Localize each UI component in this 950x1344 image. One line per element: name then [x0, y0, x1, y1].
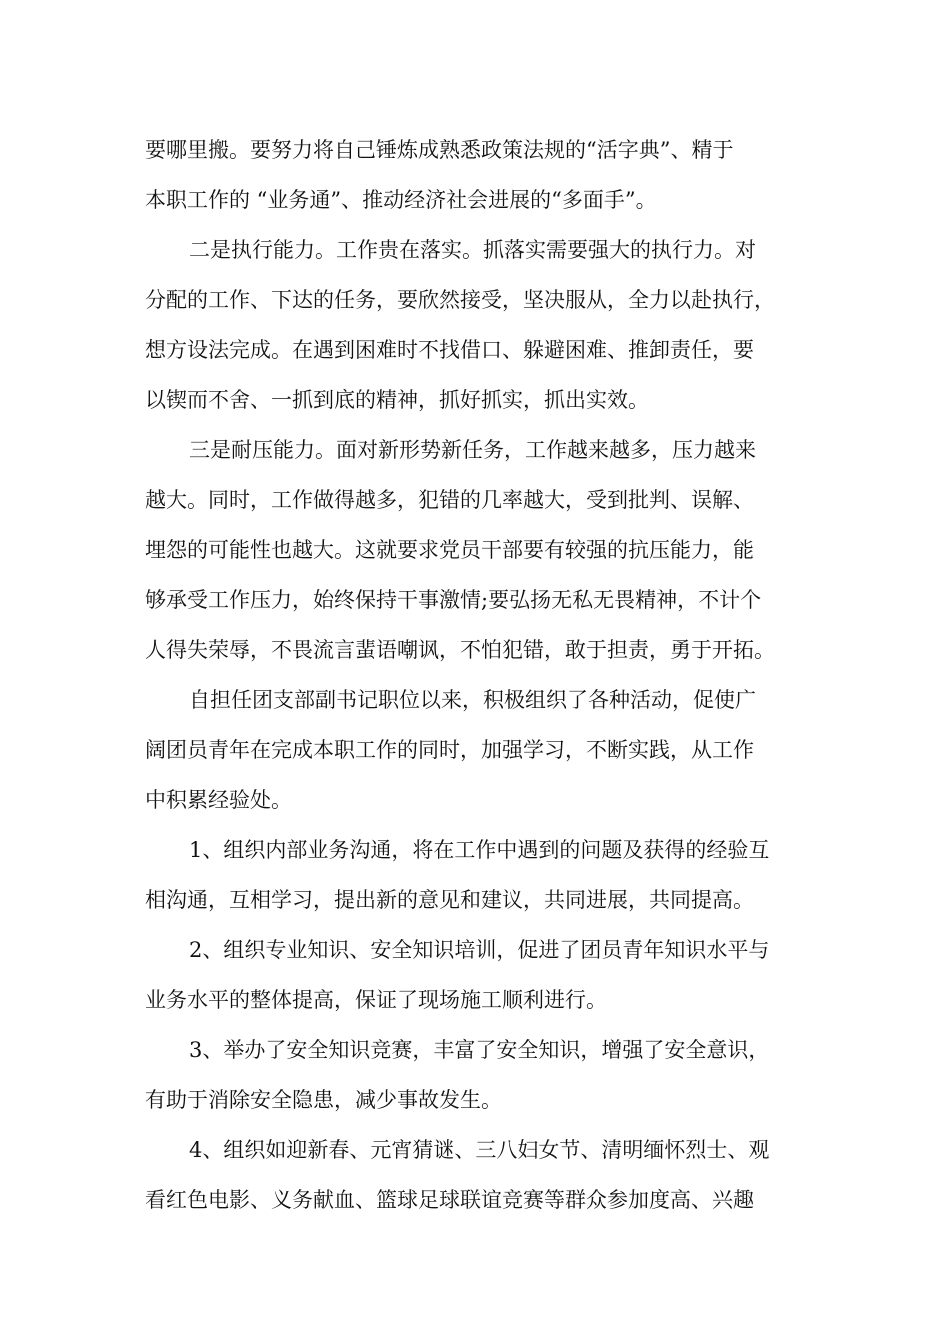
list-item-line: 1、组织内部业务沟通，将在工作中遇到的问题及获得的经验互 — [189, 838, 770, 862]
text-line: 以锲而不舍、一抓到底的精神，抓好抓实，抓出实效。 — [145, 388, 649, 412]
list-item-line: 3、举办了安全知识竞赛，丰富了安全知识，增强了安全意识， — [189, 1038, 770, 1062]
paragraph-start-line: 三是耐压能力。面对新形势新任务，工作越来越多，压力越来 — [189, 438, 756, 462]
text-line: 要哪里搬。要努力将自己锤炼成熟悉政策法规的“活字典”、精于 — [145, 138, 734, 162]
text-line: 够承受工作压力，始终保持干事激情;要弘扬无私无畏精神，不计个 — [145, 588, 762, 612]
text-line: 有助于消除安全隐患，减少事故发生。 — [145, 1088, 502, 1112]
list-item-line: 4、组织如迎新春、元宵猜谜、三八妇女节、清明缅怀烈士、观 — [189, 1138, 770, 1162]
text-line: 看红色电影、义务献血、篮球足球联谊竞赛等群众参加度高、兴趣 — [145, 1188, 754, 1212]
text-line: 想方设法完成。在遇到困难时不找借口、躲避困难、推卸责任，要 — [145, 338, 754, 362]
text-line: 相沟通，互相学习，提出新的意见和建议，共同进展，共同提高。 — [145, 888, 754, 912]
text-line: 人得失荣辱，不畏流言蜚语嘲讽，不怕犯错，敢于担责，勇于开拓。 — [145, 638, 775, 662]
body-text — [145, 125, 815, 1225]
text-line: 业务水平的整体提高，保证了现场施工顺利进行。 — [145, 988, 607, 1012]
text-line: 本职工作的 “业务通”、推动经济社会进展的“多面手”。 — [145, 188, 657, 212]
text-line: 越大。同时，工作做得越多，犯错的几率越大，受到批判、误解、 — [145, 488, 754, 512]
text-line: 中积累经验处。 — [145, 788, 292, 812]
list-item-line: 2、组织专业知识、安全知识培训，促进了团员青年知识水平与 — [189, 938, 770, 962]
text-line: 分配的工作、下达的任务，要欣然接受，坚决服从，全力以赴执行， — [145, 288, 775, 312]
text-line: 埋怨的可能性也越大。这就要求党员干部要有较强的抗压能力，能 — [145, 538, 754, 562]
text-line: 阔团员青年在完成本职工作的同时，加强学习，不断实践，从工作 — [145, 738, 754, 762]
paragraph-start-line: 自担任团支部副书记职位以来，积极组织了各种活动，促使广 — [189, 688, 756, 712]
paragraph-start-line: 二是执行能力。工作贵在落实。抓落实需要强大的执行力。对 — [189, 238, 756, 262]
